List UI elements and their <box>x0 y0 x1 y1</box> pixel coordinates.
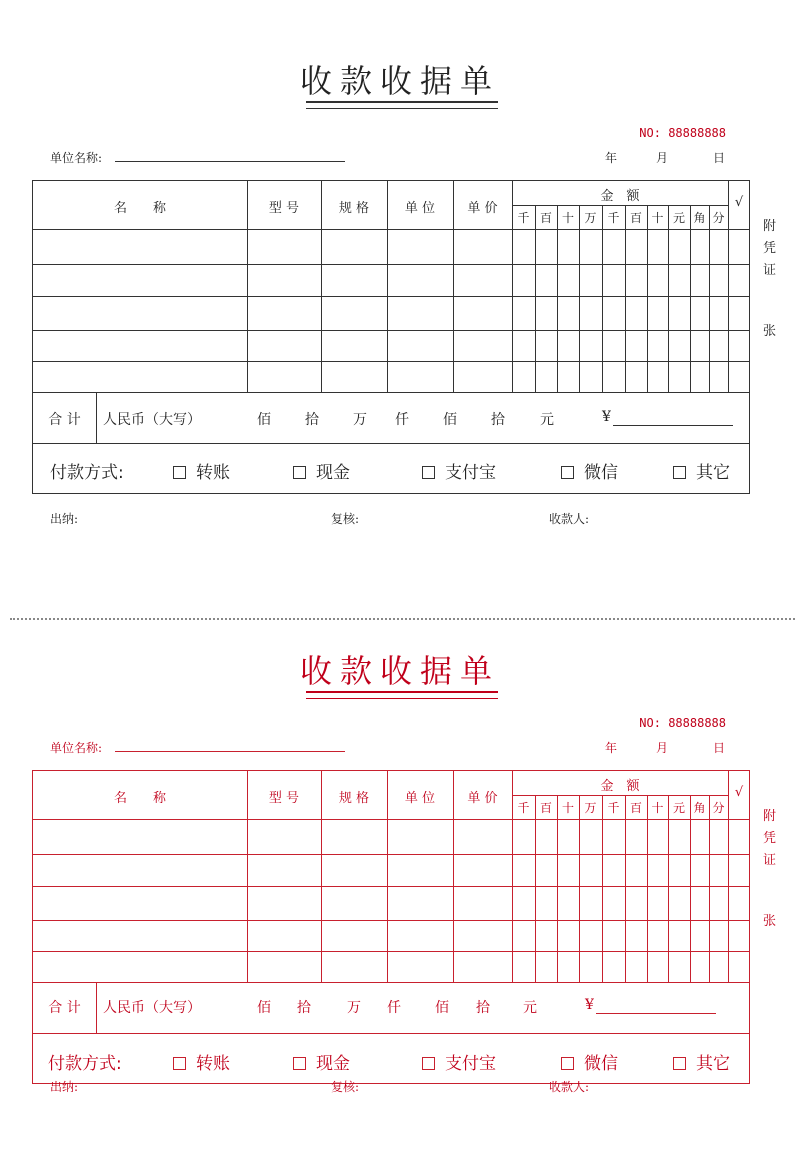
attachment-char: 凭 <box>763 241 777 256</box>
unit-qian: 仟 <box>395 412 409 428</box>
digit-header: 百 <box>539 801 552 815</box>
reviewer-signature[interactable]: 复核: <box>331 1080 360 1094</box>
unit-yuan: 元 <box>523 1000 537 1016</box>
col-header-unit: 单 位 <box>404 791 436 806</box>
unit-shi: 拾 <box>491 412 505 428</box>
col-header-check: √ <box>734 195 744 210</box>
total-label: 合 计 <box>48 1000 81 1016</box>
col-header-name: 名 称 <box>113 791 166 806</box>
payment-option-alipay[interactable]: 支付宝 <box>422 458 496 483</box>
col-header-unit: 单 位 <box>404 201 436 216</box>
yen-sign: ¥ <box>585 997 594 1013</box>
digit-header: 角 <box>693 211 706 225</box>
receipt-title: 收款收据单 <box>299 62 500 100</box>
checkbox-icon[interactable] <box>293 466 306 479</box>
digit-header: 分 <box>712 211 725 225</box>
total-label: 合 计 <box>48 412 81 428</box>
attachment-char: 附 <box>763 219 777 234</box>
receipt-table <box>32 770 750 1084</box>
digit-header: 角 <box>693 801 706 815</box>
digit-header: 百 <box>629 801 642 815</box>
receipt-copy-black <box>0 0 800 560</box>
digit-header: 百 <box>539 211 552 225</box>
unit-wan: 万 <box>347 1000 361 1016</box>
checkbox-icon[interactable] <box>673 1057 686 1070</box>
checkbox-icon[interactable] <box>673 466 686 479</box>
col-header-amount: 金 额 <box>600 779 640 794</box>
col-header-amount: 金 额 <box>600 189 640 204</box>
payment-option-wechat[interactable]: 微信 <box>561 458 618 483</box>
date-month: 月 <box>656 741 669 755</box>
col-header-model: 型 号 <box>268 201 300 216</box>
unit-bai: 佰 <box>443 412 457 428</box>
checkbox-icon[interactable] <box>422 466 435 479</box>
date-year: 年 <box>605 151 618 165</box>
checkbox-icon[interactable] <box>173 1057 186 1070</box>
payment-option-alipay[interactable]: 支付宝 <box>422 1049 496 1074</box>
date-day: 日 <box>713 741 726 755</box>
col-header-model: 型 号 <box>268 791 300 806</box>
unit-qian: 仟 <box>387 1000 401 1016</box>
unit-yuan: 元 <box>540 412 554 428</box>
col-header-price: 单 价 <box>467 791 498 806</box>
receipt-title: 收款收据单 <box>299 652 500 690</box>
payee-signature[interactable]: 收款人: <box>549 512 590 526</box>
digit-header: 百 <box>629 211 642 225</box>
unit-name-label: 单位名称: <box>50 741 103 755</box>
payment-option-other[interactable]: 其它 <box>673 1049 730 1074</box>
payment-option-cash[interactable]: 现金 <box>293 458 350 483</box>
payment-option-transfer[interactable]: 转账 <box>173 1049 230 1074</box>
unit-name-label: 单位名称: <box>50 151 103 165</box>
payee-signature[interactable]: 收款人: <box>549 1080 590 1094</box>
cashier-signature[interactable]: 出纳: <box>50 512 79 526</box>
attachment-char: 证 <box>763 853 777 868</box>
unit-shi-wan: 拾 <box>305 412 319 428</box>
unit-name-field[interactable] <box>115 161 345 162</box>
digit-header: 万 <box>584 801 597 815</box>
digit-header: 千 <box>607 211 620 225</box>
digit-header: 千 <box>517 211 530 225</box>
digit-header: 元 <box>672 211 685 225</box>
yen-sign: ¥ <box>602 409 611 425</box>
payment-option-transfer[interactable]: 转账 <box>173 458 230 483</box>
amount-figure-field[interactable] <box>613 425 733 426</box>
payment-option-cash[interactable]: 现金 <box>293 1049 350 1074</box>
digit-header: 十 <box>561 211 574 225</box>
cashier-signature[interactable]: 出纳: <box>50 1080 79 1094</box>
col-header-check: √ <box>734 785 744 800</box>
col-header-price: 单 价 <box>467 201 498 216</box>
payment-option-other[interactable]: 其它 <box>673 458 730 483</box>
col-header-name: 名 称 <box>113 201 166 216</box>
digit-header: 万 <box>584 211 597 225</box>
checkbox-icon[interactable] <box>422 1057 435 1070</box>
unit-shi: 拾 <box>476 1000 490 1016</box>
unit-bai-wan: 佰 <box>257 412 271 428</box>
col-header-spec: 规 格 <box>338 201 370 216</box>
receipt-table <box>32 180 750 494</box>
col-header-spec: 规 格 <box>338 791 370 806</box>
payment-method-label: 付款方式: <box>50 463 124 483</box>
rmb-uppercase-label: 人民币（大写） <box>103 1000 201 1016</box>
unit-name-field[interactable] <box>115 751 345 752</box>
digit-header: 千 <box>517 801 530 815</box>
digit-header: 元 <box>672 801 685 815</box>
attachment-sheet: 张 <box>763 914 777 929</box>
amount-figure-field[interactable] <box>596 1013 716 1014</box>
receipt-number: NO: 88888888 <box>639 716 726 730</box>
date-year: 年 <box>605 741 618 755</box>
reviewer-signature[interactable]: 复核: <box>331 512 360 526</box>
unit-shi-wan: 拾 <box>297 1000 311 1016</box>
digit-header: 千 <box>607 801 620 815</box>
date-month: 月 <box>656 151 669 165</box>
title-underline <box>306 691 498 699</box>
checkbox-icon[interactable] <box>561 466 574 479</box>
checkbox-icon[interactable] <box>561 1057 574 1070</box>
digit-header: 十 <box>651 211 664 225</box>
checkbox-icon[interactable] <box>173 466 186 479</box>
unit-wan: 万 <box>353 412 367 428</box>
unit-bai: 佰 <box>435 1000 449 1016</box>
payment-option-wechat[interactable]: 微信 <box>561 1049 618 1074</box>
checkbox-icon[interactable] <box>293 1057 306 1070</box>
digit-header: 十 <box>561 801 574 815</box>
digit-header: 分 <box>712 801 725 815</box>
unit-bai-wan: 佰 <box>257 1000 271 1016</box>
attachment-sheet: 张 <box>763 324 777 339</box>
receipt-copy-red <box>0 590 800 1150</box>
receipt-number: NO: 88888888 <box>639 126 726 140</box>
attachment-char: 凭 <box>763 831 777 846</box>
digit-header: 十 <box>651 801 664 815</box>
attachment-char: 附 <box>763 809 777 824</box>
rmb-uppercase-label: 人民币（大写） <box>103 412 201 428</box>
date-day: 日 <box>713 151 726 165</box>
payment-method-label: 付款方式: <box>48 1054 122 1074</box>
title-underline <box>306 101 498 109</box>
attachment-char: 证 <box>763 263 777 278</box>
